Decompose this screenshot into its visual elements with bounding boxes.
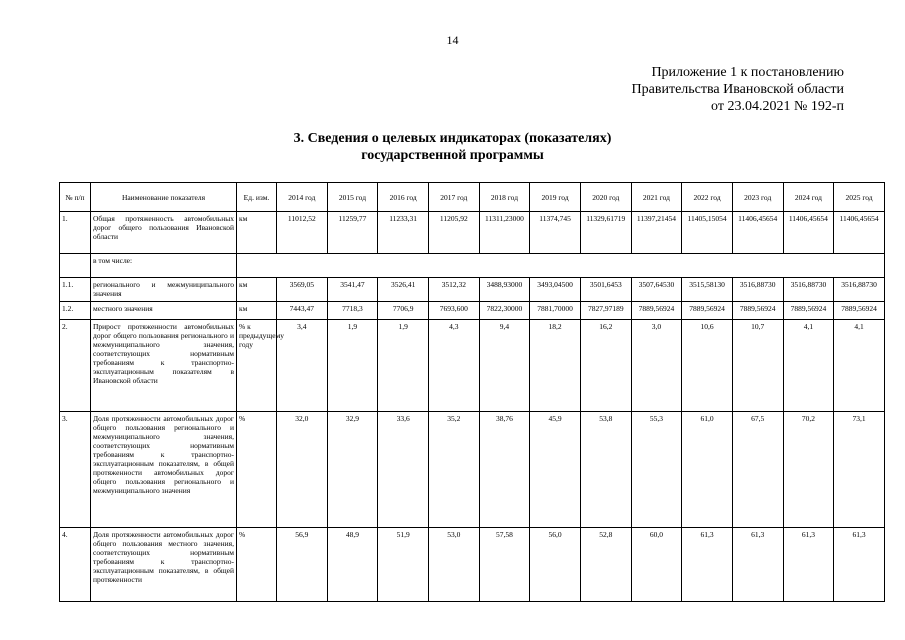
value-cell: 7889,56924 xyxy=(732,302,783,320)
appendix-line-2: Правительства Ивановской области xyxy=(631,82,844,97)
table-body xyxy=(60,212,885,602)
value-cell: 1,9 xyxy=(327,320,378,412)
indicator-name: регионального и межмуниципального значения xyxy=(91,278,237,302)
value-cell: 7693,600 xyxy=(428,302,479,320)
value-cell: 3501,6453 xyxy=(580,278,631,302)
title-line-1: 3. Сведения о целевых индикаторах (показателях) xyxy=(293,131,612,146)
value-cell: 11406,45654 xyxy=(834,212,885,254)
unit-cell: % к предыдущему году xyxy=(237,320,277,412)
appendix-line-1: Приложение 1 к постановлению xyxy=(651,65,844,80)
row-number: 1. xyxy=(60,212,91,254)
value-cell: 61,3 xyxy=(682,528,733,602)
value-cell: 51,9 xyxy=(378,528,429,602)
table-row xyxy=(60,212,885,254)
value-cell: 11012,52 xyxy=(277,212,328,254)
header-year: 2023 год xyxy=(732,183,783,212)
value-cell: 10,7 xyxy=(732,320,783,412)
value-cell: 4,3 xyxy=(428,320,479,412)
header-year: 2017 год xyxy=(428,183,479,212)
header-name: Наименование показателя xyxy=(91,183,237,212)
value-cell: 60,0 xyxy=(631,528,682,602)
unit-cell: км xyxy=(237,212,277,254)
document-title xyxy=(0,130,905,164)
value-cell: 3507,64530 xyxy=(631,278,682,302)
value-cell: 11311,23000 xyxy=(479,212,530,254)
row-number: 2. xyxy=(60,320,91,412)
page-number: 14 xyxy=(446,33,459,47)
row-number: 4. xyxy=(60,528,91,602)
header-year: 2019 год xyxy=(530,183,581,212)
value-cell: 57,58 xyxy=(479,528,530,602)
empty-cell xyxy=(237,254,885,278)
unit-cell: км xyxy=(237,278,277,302)
unit-cell: % xyxy=(237,528,277,602)
value-cell: 3,0 xyxy=(631,320,682,412)
header-year: 2021 год xyxy=(631,183,682,212)
appendix-block xyxy=(632,64,844,115)
value-cell: 4,1 xyxy=(783,320,834,412)
row-number xyxy=(60,254,91,278)
header-year: 2024 год xyxy=(783,183,834,212)
value-cell: 32,9 xyxy=(327,412,378,528)
value-cell: 73,1 xyxy=(834,412,885,528)
table-row xyxy=(60,302,885,320)
value-cell: 7822,30000 xyxy=(479,302,530,320)
value-cell: 67,5 xyxy=(732,412,783,528)
value-cell: 53,8 xyxy=(580,412,631,528)
value-cell: 53,0 xyxy=(428,528,479,602)
indicator-name: Прирост протяженности автомобильных дорог общего пользования регионального и межмуниципального значения, соответствующих нормативным требованиям к транспортно-эксплуатационным показателям в Ивановской области xyxy=(91,320,237,412)
indicator-name: Доля протяженности автомобильных дорог общего пользования регионального и межмуниципального значения, соответствующих нормативным требованиям к транспортно-эксплуатационным показателям, в общей протяженности автомобильных дорог общего пользования регионального и межмуниципального значения xyxy=(91,412,237,528)
row-number: 1.1. xyxy=(60,278,91,302)
value-cell: 7889,56924 xyxy=(682,302,733,320)
header-year: 2025 год xyxy=(834,183,885,212)
value-cell: 45,9 xyxy=(530,412,581,528)
indicators-table xyxy=(59,182,885,602)
value-cell: 61,3 xyxy=(834,528,885,602)
value-cell: 1,9 xyxy=(378,320,429,412)
table-row xyxy=(60,320,885,412)
title-line-2: государственной программы xyxy=(361,148,544,163)
table-row xyxy=(60,528,885,602)
value-cell: 56,0 xyxy=(530,528,581,602)
header-year: 2014 год xyxy=(277,183,328,212)
unit-cell: км xyxy=(237,302,277,320)
value-cell: 38,76 xyxy=(479,412,530,528)
header-unit: Ед. изм. xyxy=(237,183,277,212)
appendix-line-3: от 23.04.2021 № 192-п xyxy=(711,99,844,114)
header-num: № п/п xyxy=(60,183,91,212)
indicator-name: местного значения xyxy=(91,302,237,320)
value-cell: 7706,9 xyxy=(378,302,429,320)
value-cell: 3516,88730 xyxy=(834,278,885,302)
value-cell: 7889,56924 xyxy=(631,302,682,320)
value-cell: 70,2 xyxy=(783,412,834,528)
header-year: 2022 год xyxy=(682,183,733,212)
value-cell: 7881,70000 xyxy=(530,302,581,320)
indicator-name: в том числе: xyxy=(91,254,237,278)
value-cell: 11374,745 xyxy=(530,212,581,254)
value-cell: 11205,92 xyxy=(428,212,479,254)
table-row xyxy=(60,278,885,302)
indicator-name: Доля протяженности автомобильных дорог общего пользования местного значения, соответствующих нормативным требованиям к транспортно-эксплуатационным показателям, в общей протяженности xyxy=(91,528,237,602)
value-cell: 7889,56924 xyxy=(834,302,885,320)
value-cell: 32,0 xyxy=(277,412,328,528)
value-cell: 11233,31 xyxy=(378,212,429,254)
value-cell: 61,3 xyxy=(732,528,783,602)
value-cell: 11406,45654 xyxy=(783,212,834,254)
row-number: 1.2. xyxy=(60,302,91,320)
value-cell: 11259,77 xyxy=(327,212,378,254)
value-cell: 3541,47 xyxy=(327,278,378,302)
value-cell: 55,3 xyxy=(631,412,682,528)
row-number: 3. xyxy=(60,412,91,528)
value-cell: 11406,45654 xyxy=(732,212,783,254)
value-cell: 56,9 xyxy=(277,528,328,602)
value-cell: 11397,21454 xyxy=(631,212,682,254)
value-cell: 7443,47 xyxy=(277,302,328,320)
value-cell: 7718,3 xyxy=(327,302,378,320)
header-year: 2018 год xyxy=(479,183,530,212)
value-cell: 33,6 xyxy=(378,412,429,528)
value-cell: 3526,41 xyxy=(378,278,429,302)
value-cell: 3488,93000 xyxy=(479,278,530,302)
value-cell: 3493,04500 xyxy=(530,278,581,302)
value-cell: 52,8 xyxy=(580,528,631,602)
value-cell: 3,4 xyxy=(277,320,328,412)
value-cell: 7889,56924 xyxy=(783,302,834,320)
indicator-name: Общая протяженность автомобильных дорог общего пользования Ивановской области xyxy=(91,212,237,254)
value-cell: 3516,88730 xyxy=(732,278,783,302)
value-cell: 3512,32 xyxy=(428,278,479,302)
value-cell: 4,1 xyxy=(834,320,885,412)
value-cell: 3515,58130 xyxy=(682,278,733,302)
value-cell: 10,6 xyxy=(682,320,733,412)
table-row xyxy=(60,412,885,528)
table-header-row xyxy=(60,183,885,212)
value-cell: 18,2 xyxy=(530,320,581,412)
value-cell: 9,4 xyxy=(479,320,530,412)
value-cell: 61,3 xyxy=(783,528,834,602)
header-year: 2016 год xyxy=(378,183,429,212)
value-cell: 3569,05 xyxy=(277,278,328,302)
unit-cell: % xyxy=(237,412,277,528)
value-cell: 7827,97189 xyxy=(580,302,631,320)
value-cell: 11405,15054 xyxy=(682,212,733,254)
value-cell: 16,2 xyxy=(580,320,631,412)
header-year: 2015 год xyxy=(327,183,378,212)
value-cell: 3516,88730 xyxy=(783,278,834,302)
value-cell: 35,2 xyxy=(428,412,479,528)
value-cell: 11329,61719 xyxy=(580,212,631,254)
header-year: 2020 год xyxy=(580,183,631,212)
value-cell: 61,0 xyxy=(682,412,733,528)
table-row xyxy=(60,254,885,278)
value-cell: 48,9 xyxy=(327,528,378,602)
